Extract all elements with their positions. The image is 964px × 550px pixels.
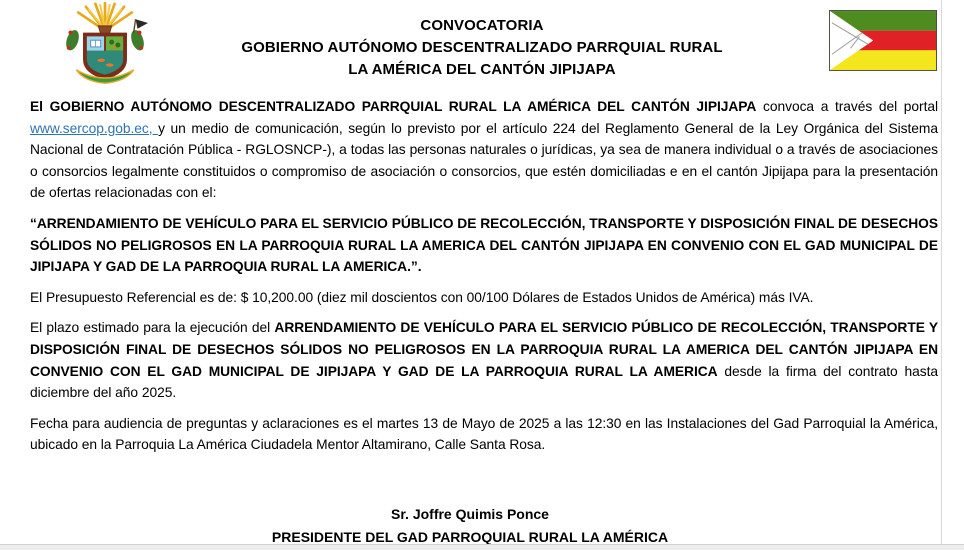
contract-title-paragraph xyxy=(30,213,938,278)
sercop-link[interactable]: www.sercop.gob.ec, xyxy=(30,120,159,136)
intro-mid-text: convoca a través del portal xyxy=(756,99,938,114)
term-bold-text: ARRENDAMIENTO DE VEHÍCULO PARA EL SERVICIO PÚBLICO DE RECOLECCIÓN, TRANSPORTE Y DISPOSICIÓN FINAL DE DESECHOS SÓLIDOS NO PELIGROSOS EN LA PARROQUIA RURAL LA AMERICA DEL CANTÓN JIPIJAPA EN CONVENIO CON EL GAD MUNICIPAL DE JIPIJAPA Y GAD DE LA PARROQUIA RURAL LA AMERICA xyxy=(30,320,938,379)
budget-paragraph: El Presupuesto Referencial es de: $ 10,200.00 (diez mil doscientos con 00/100 Dólares de Estados Unidos de América) más IVA. xyxy=(30,289,814,305)
page-edge-divider xyxy=(941,0,942,544)
coat-of-arms-icon xyxy=(56,2,154,88)
audience-date-paragraph: Fecha para audiencia de preguntas y aclaraciones es el martes 13 de Mayo de 2025 a las 12:30 en las Instalaciones del Gad Parroquial la América, ubicado en la Parroquia La América Ciudadela Mentor Altamirano, Calle Santa Rosa. xyxy=(30,415,938,453)
document-title xyxy=(170,15,794,81)
intro-paragraph xyxy=(30,96,938,204)
parish-flag-image xyxy=(829,10,937,71)
signer-name: Sr. Joffre Quimis Ponce xyxy=(391,506,549,522)
title-line-convocatoria: CONVOCATORIA xyxy=(420,17,544,34)
coat-of-arms-logo xyxy=(56,2,154,88)
title-line-parroquia: LA AMÉRICA DEL CANTÓN JIPIJAPA xyxy=(348,61,616,78)
contract-title-text: “ARRENDAMIENTO DE VEHÍCULO PARA EL SERVICIO PÚBLICO DE RECOLECCIÓN, TRANSPORTE Y DISPOSICIÓN FINAL DE DESECHOS SÓLIDOS NO PELIGROSOS EN LA PARROQUIA RURAL LA AMERICA DEL CANTÓN JIPIJAPA EN CONVENIO CON EL GAD MUNICIPAL DE JIPIJAPA Y GAD DE LA PARROQUIA RURAL LA AMERICA.”. xyxy=(30,215,938,275)
term-post-text: desde la firma del contrato hasta diciembre del año 2025. xyxy=(30,363,938,401)
intro-bold-entity: El GOBIERNO AUTÓNOMO DESCENTRALIZADO PARRQUIAL RURAL LA AMÉRICA DEL CANTÓN JIPIJAPA xyxy=(30,99,757,114)
parish-flag-icon xyxy=(829,10,937,71)
signer-title: PRESIDENTE DEL GAD PARROQUIAL RURAL LA AMÉRICA xyxy=(271,528,669,545)
intro-rest-text: y un medio de comunicación, según lo previsto por el artículo 224 del Reglamento General de la Ley Orgánica del Sistema Nacional de Contratación Pública - RGLOSNCP-), a todas las personas naturales o jurídicas, ya sea de manera individual o a través de asociaciones o consorcios legalmente constituidos o compromiso de asociación o consorcios, que estén domiciliadas e en el cantón Jipijapa para la presentación de ofertas relacionadas con el: xyxy=(30,120,938,201)
term-pre-text: El plazo estimado para la ejecución del xyxy=(30,320,275,336)
signature-block xyxy=(0,503,940,548)
document-body xyxy=(30,96,938,465)
term-paragraph xyxy=(30,317,938,403)
title-line-gobierno: GOBIERNO AUTÓNOMO DESCENTRALIZADO PARRQUIAL RURAL xyxy=(241,39,723,56)
bottom-border-strip xyxy=(0,544,964,550)
